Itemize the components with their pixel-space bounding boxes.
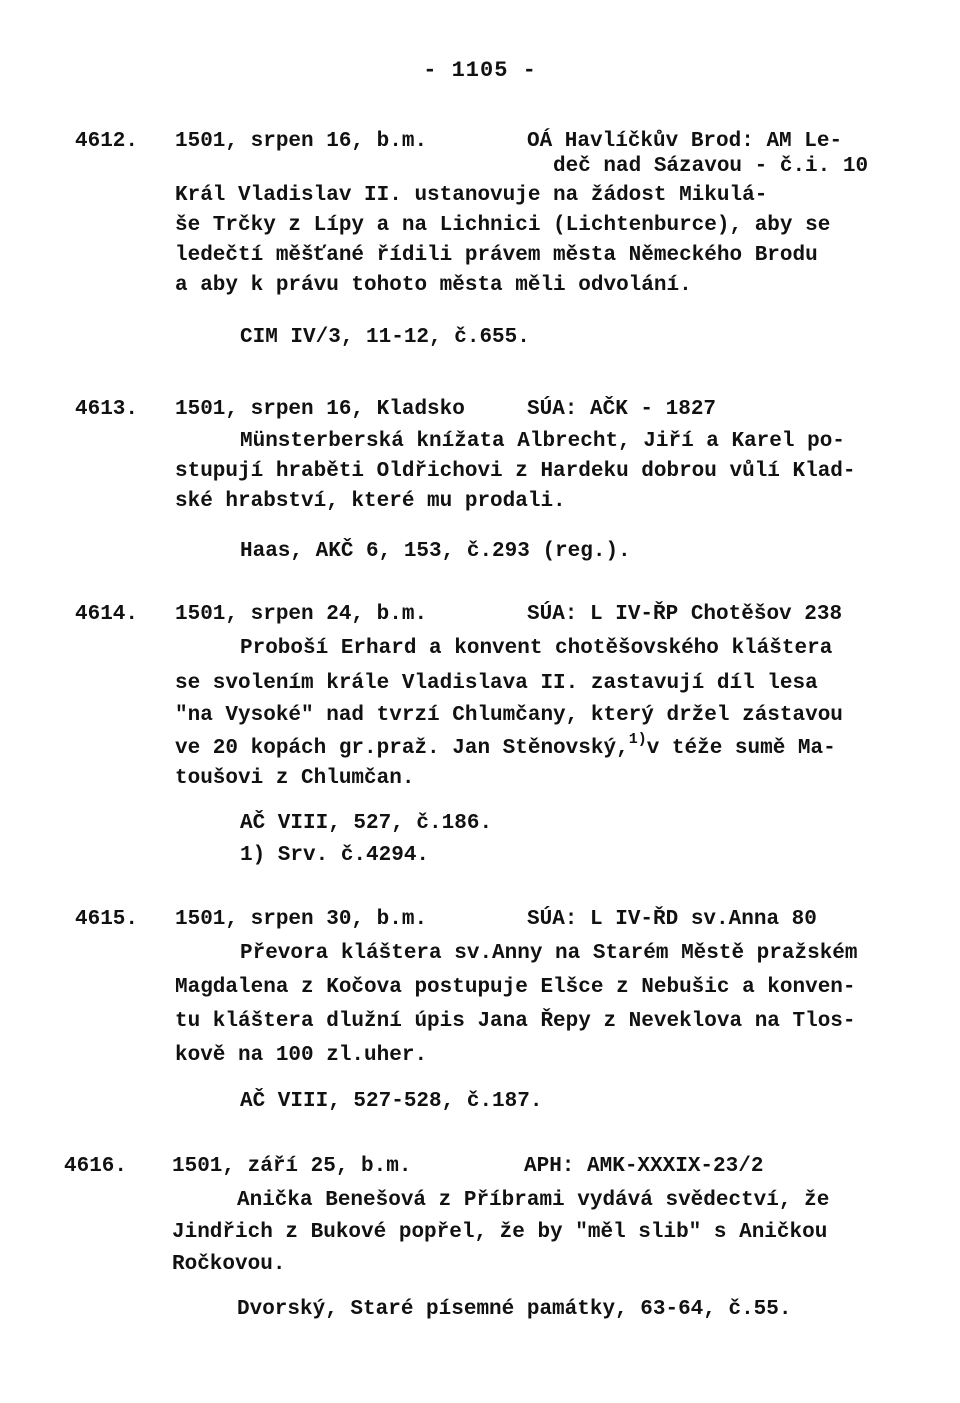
regest-text-line: Münsterberská knížata Albrecht, Jiří a Karel po- — [240, 430, 845, 453]
entry-number: 4612. — [75, 130, 139, 153]
regest-text-fragment: v téže sumě Ma- — [646, 737, 836, 760]
archive-reference: SÚA: L IV-ŘP Chotěšov 238 — [527, 603, 843, 626]
regest-text-line: toušovi z Chlumčan. — [175, 767, 415, 790]
entry-date: 1501, srpen 16, b.m. — [175, 130, 428, 153]
regest-text-line: Anička Benešová z Příbrami vydává svědectví, že — [237, 1189, 830, 1212]
citation: Dvorský, Staré písemné památky, 63-64, č.55. — [237, 1298, 792, 1321]
archive-reference: APH: AMK-XXXIX-23/2 — [524, 1155, 764, 1178]
regest-text-line: ské hrabství, které mu prodali. — [175, 490, 566, 513]
entry-date: 1501, srpen 16, Kladsko — [175, 398, 465, 421]
archive-reference: deč nad Sázavou - č.i. 10 — [553, 155, 869, 178]
entry-number: 4614. — [75, 603, 139, 626]
regest-text-line: Jindřich z Bukové popřel, že by "měl slib" s Aničkou — [172, 1221, 828, 1244]
regest-text-line: še Trčky z Lípy a na Lichnici (Lichtenburce), aby se — [175, 214, 831, 237]
regest-text-line: Magdalena z Kočova postupuje Elšce z Nebušic a konven- — [175, 976, 856, 999]
archive-reference: SÚA: AČK - 1827 — [527, 398, 717, 421]
regest-text-line: Převora kláštera sv.Anny na Starém Městě pražském — [240, 942, 858, 965]
regest-text-line: se svolením krále Vladislava II. zastavují díl lesa — [175, 672, 818, 695]
citation: Haas, AKČ 6, 153, č.293 (reg.). — [240, 540, 631, 563]
citation: AČ VIII, 527, č.186. — [240, 812, 493, 835]
entry-number: 4613. — [75, 398, 139, 421]
archive-reference: OÁ Havlíčkův Brod: AM Le- — [527, 130, 843, 153]
citation: CIM IV/3, 11-12, č.655. — [240, 326, 530, 349]
entry-date: 1501, srpen 30, b.m. — [175, 908, 428, 931]
entry-number: 4616. — [64, 1155, 128, 1178]
regest-text-line: Ročkovou. — [172, 1253, 286, 1276]
regest-text-line: Proboší Erhard a konvent chotěšovského kláštera — [240, 637, 833, 660]
regest-text-line: tu kláštera dlužní úpis Jana Řepy z Neveklova na Tlos- — [175, 1010, 856, 1033]
regest-text-fragment: ve 20 kopách gr.praž. Jan Stěnovský, — [175, 737, 629, 760]
archive-reference: SÚA: L IV-ŘD sv.Anna 80 — [527, 908, 817, 931]
regest-text-line: stupují hraběti Oldřichovi z Hardeku dobrou vůlí Klad- — [175, 460, 856, 483]
regest-text-line: kově na 100 zl.uher. — [175, 1044, 428, 1067]
footnote: 1) Srv. č.4294. — [240, 844, 430, 867]
regest-text-line: "na Vysoké" nad tvrzí Chlumčany, který držel zástavou — [175, 704, 843, 727]
entry-number: 4615. — [75, 908, 139, 931]
regest-text-line: Král Vladislav II. ustanovuje na žádost Mikulá- — [175, 184, 768, 207]
regest-text-line: a aby k právu tohoto města měli odvolání. — [175, 274, 692, 297]
citation: AČ VIII, 527-528, č.187. — [240, 1090, 543, 1113]
entry-date: 1501, září 25, b.m. — [172, 1155, 412, 1178]
entry-date: 1501, srpen 24, b.m. — [175, 603, 428, 626]
regest-text-line: ledečtí měšťané řídili právem města Německého Brodu — [175, 244, 818, 267]
regest-text-line-with-footnote — [175, 731, 836, 764]
footnote-marker: 1) — [628, 731, 647, 748]
page-number: - 1105 - — [423, 58, 537, 83]
